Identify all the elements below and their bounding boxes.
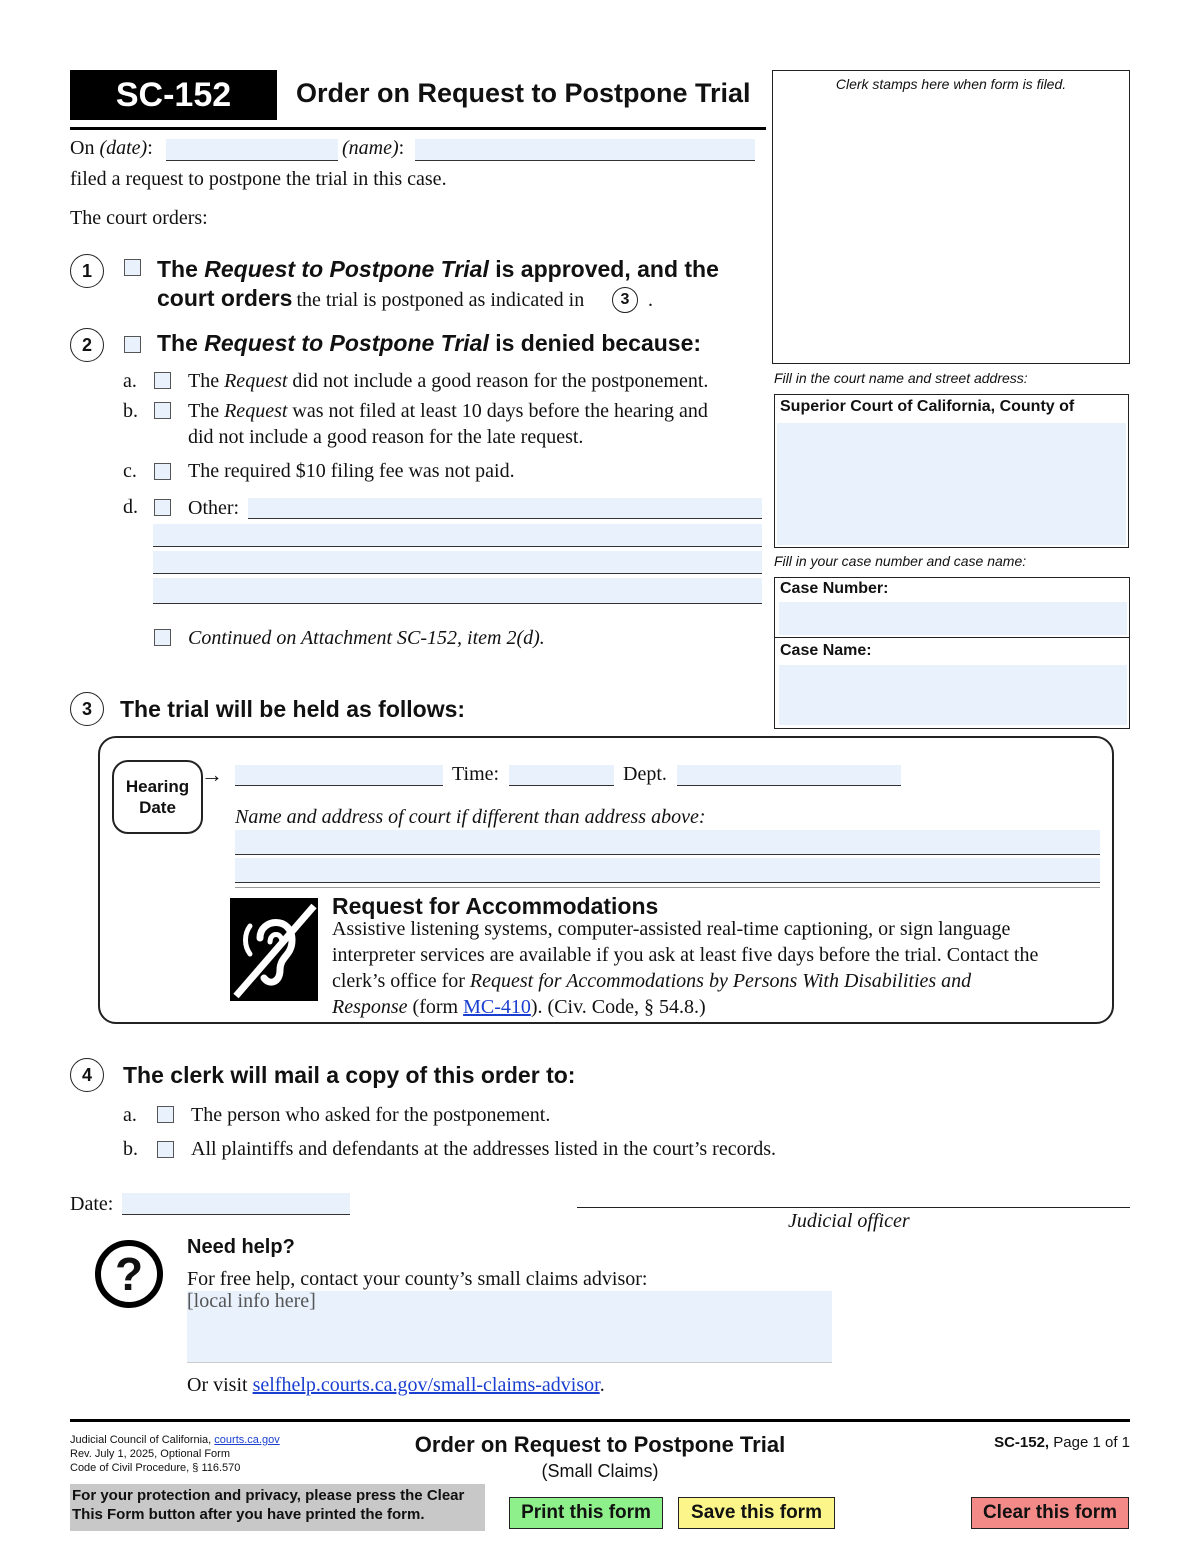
item2a-post: did not include a good reason for the postponement. (292, 370, 709, 392)
selfhelp-link[interactable]: selfhelp.courts.ca.gov/small-claims-advisor (252, 1374, 600, 1396)
continued-attachment-text: Continued on Attachment SC-152, item 2(d). (188, 627, 545, 649)
item2b-line2: did not include a good reason for the late request. (188, 426, 584, 448)
hearing-label-2: Date (139, 798, 176, 817)
intro-line2: filed a request to postpone the trial in this case. (70, 168, 447, 190)
code-line: Code of Civil Procedure, § 116.570 (70, 1462, 241, 1474)
item1-rest: the trial is postponed as indicated in (296, 289, 585, 311)
date-label: Date: (70, 1193, 114, 1215)
item2-heading (157, 330, 701, 357)
ear-icon (230, 898, 318, 1001)
page-number: Page 1 of 1 (1053, 1434, 1130, 1451)
case-divider (775, 637, 1129, 638)
footer-rule (70, 1419, 1130, 1422)
arrow-icon: → (201, 762, 223, 787)
clear-button[interactable]: Clear this form (971, 1497, 1129, 1529)
item2b-pre: The (188, 400, 220, 422)
item2d-text: Other: (188, 497, 240, 519)
hearing-label-1: Hearing (125, 777, 190, 796)
order-date-field[interactable] (122, 1193, 350, 1215)
item2a-letter: a. (123, 370, 137, 392)
save-button[interactable]: Save this form (678, 1497, 835, 1529)
reason-b-checkbox[interactable] (154, 402, 171, 419)
accommodations-text (332, 916, 1107, 1020)
date-label: (date) (99, 137, 148, 159)
privacy-line-2: This Form button after you have printed the form. (72, 1506, 425, 1523)
hearing-date-badge (112, 760, 203, 834)
denied-checkbox[interactable] (124, 336, 141, 353)
alt-court-rule (235, 887, 1100, 888)
accom-line3-pre: clerk’s office for (332, 970, 465, 992)
court-orders-label: The court orders: (70, 207, 208, 229)
form-ref: SC-152, (994, 1434, 1050, 1451)
item4-heading: The clerk will mail a copy of this order to: (123, 1062, 576, 1088)
item4b-letter: b. (123, 1138, 138, 1160)
other-reason-field-3[interactable] (153, 551, 762, 574)
privacy-line-1: For your protection and privacy, please press the Clear (72, 1487, 465, 1504)
item4b-text: All plaintiffs and defendants at the addresses listed in the court’s records. (191, 1138, 777, 1160)
intro-line1 (70, 135, 153, 161)
item1-line1 (157, 256, 719, 283)
accom-line3-ital: Request for Accommodations by Persons With Disabilities and (469, 970, 972, 992)
item-number-4: 4 (70, 1058, 104, 1092)
court-box-label: Superior Court of California, County of (780, 398, 1075, 415)
item3-heading: The trial will be held as follows: (120, 696, 466, 722)
item4a-text: The person who asked for the postponement. (191, 1104, 551, 1126)
courts-link[interactable]: courts.ca.gov (214, 1434, 280, 1446)
item-number-1: 1 (70, 254, 104, 288)
help-line1: For free help, contact your county’s small claims advisor: (187, 1268, 648, 1290)
council-line (70, 1433, 280, 1447)
footer-left (70, 1433, 280, 1475)
footer-title: Order on Request to Postpone Trial (414, 1432, 786, 1457)
case-number-label: Case Number: (780, 580, 889, 597)
visit-line (187, 1372, 605, 1398)
judicial-officer-label: Judicial officer (788, 1210, 910, 1232)
court-box-note: Fill in the court name and street address: (774, 370, 1028, 386)
on-label: On (70, 137, 95, 159)
continued-attachment-checkbox[interactable] (154, 629, 171, 646)
hearing-time-field[interactable] (509, 765, 614, 786)
rev-line: Rev. July 1, 2025, Optional Form (70, 1448, 230, 1460)
time-label: Time: (452, 763, 500, 785)
clerk-stamp-note: Clerk stamps here when form is filed. (835, 76, 1067, 92)
mail-all-parties-checkbox[interactable] (157, 1141, 174, 1158)
accom-line4-pre: (form (412, 996, 459, 1018)
name-label: (name) (342, 137, 399, 159)
accommodations-title: Request for Accommodations (332, 893, 659, 919)
item2a-pre: The (188, 370, 220, 392)
visit-post: . (599, 1374, 605, 1396)
accom-line-4 (332, 994, 1107, 1020)
reason-a-checkbox[interactable] (154, 372, 171, 389)
question-mark-icon: ? (114, 1248, 144, 1300)
court-address-label: Name and address of court if different than address above: (235, 806, 706, 828)
item2b-post: was not filed at least 10 days before the hearing and (292, 400, 708, 422)
hearing-date-field[interactable] (235, 765, 443, 786)
dept-label: Dept. (623, 763, 667, 785)
item1-post: is approved, and the (495, 256, 719, 282)
case-number-field[interactable] (779, 602, 1127, 635)
requester-name-field[interactable] (415, 139, 755, 161)
accom-line-3 (332, 968, 1107, 994)
item2c-text: The required $10 filing fee was not paid. (188, 460, 515, 482)
item4a-letter: a. (123, 1104, 137, 1126)
item1-court-orders: court orders (157, 285, 293, 311)
other-reason-field-1[interactable] (248, 498, 762, 519)
accom-line4-post: ). (Civ. Code, § 54.8.) (530, 996, 706, 1018)
item2b-ital: Request (224, 400, 288, 422)
item1-ital: Request to Postpone Trial (204, 256, 489, 282)
item2a-text (188, 368, 708, 394)
court-box (774, 394, 1129, 548)
item2-ital: Request to Postpone Trial (204, 330, 489, 356)
item1-end: . (648, 289, 653, 311)
reason-c-checkbox[interactable] (154, 463, 171, 480)
colon: : (398, 137, 405, 159)
form-id-badge (70, 70, 277, 120)
privacy-note (70, 1484, 485, 1531)
item2-pre: The (157, 330, 198, 356)
item2d-letter: d. (123, 496, 138, 518)
request-date-field[interactable] (166, 139, 338, 161)
footer-page (930, 1434, 1130, 1451)
case-box-note: Fill in your case number and case name: (774, 553, 1027, 569)
item2c-letter: c. (123, 460, 137, 482)
case-box (774, 577, 1130, 729)
accom-line4-ital: Response (332, 996, 408, 1018)
mc-410-link[interactable]: MC-410 (463, 996, 531, 1018)
form-title: Order on Request to Postpone Trial (296, 78, 751, 108)
council-text: Judicial Council of California, (70, 1434, 212, 1446)
local-info-text: [local info here] (187, 1290, 316, 1312)
other-reason-field-4[interactable] (153, 578, 762, 604)
mail-requester-checkbox[interactable] (157, 1106, 174, 1123)
print-button[interactable]: Print this form (509, 1497, 663, 1529)
help-icon (95, 1240, 163, 1308)
alt-court-field-2[interactable] (235, 858, 1100, 883)
court-address-field[interactable] (777, 423, 1126, 545)
item-number-3: 3 (70, 692, 104, 726)
dept-field[interactable] (677, 765, 901, 786)
visit-pre: Or visit (187, 1374, 248, 1396)
alt-court-field-1[interactable] (235, 830, 1100, 855)
need-help-heading: Need help? (187, 1236, 295, 1258)
colon: : (147, 137, 153, 159)
case-name-label: Case Name: (780, 642, 872, 659)
footer-subtitle: (Small Claims) (541, 1461, 659, 1481)
case-name-field[interactable] (779, 665, 1127, 725)
item1-line2 (157, 285, 584, 313)
hearing-assist-icon (230, 898, 318, 1001)
clerk-stamp-box (772, 70, 1130, 364)
header-rule (70, 127, 766, 130)
item1-pre: The (157, 256, 198, 282)
other-reason-field-2[interactable] (153, 524, 762, 547)
approved-checkbox[interactable] (124, 259, 141, 276)
item2b-text (188, 398, 708, 424)
item1-ref-circle: 3 (612, 287, 638, 313)
item2b-letter: b. (123, 400, 138, 422)
item2-post: is denied because: (495, 330, 702, 356)
accom-line-2: interpreter services are available if you ask at least five days before the trial. Contact the (332, 944, 1039, 966)
item-number-2: 2 (70, 328, 104, 362)
accom-line-1: Assistive listening systems, computer-assisted real-time captioning, or sign language (332, 918, 1011, 940)
reason-d-checkbox[interactable] (154, 499, 171, 516)
form-id: SC-152 (115, 75, 232, 114)
item2a-ital: Request (224, 370, 288, 392)
name-label-wrap (342, 135, 404, 161)
